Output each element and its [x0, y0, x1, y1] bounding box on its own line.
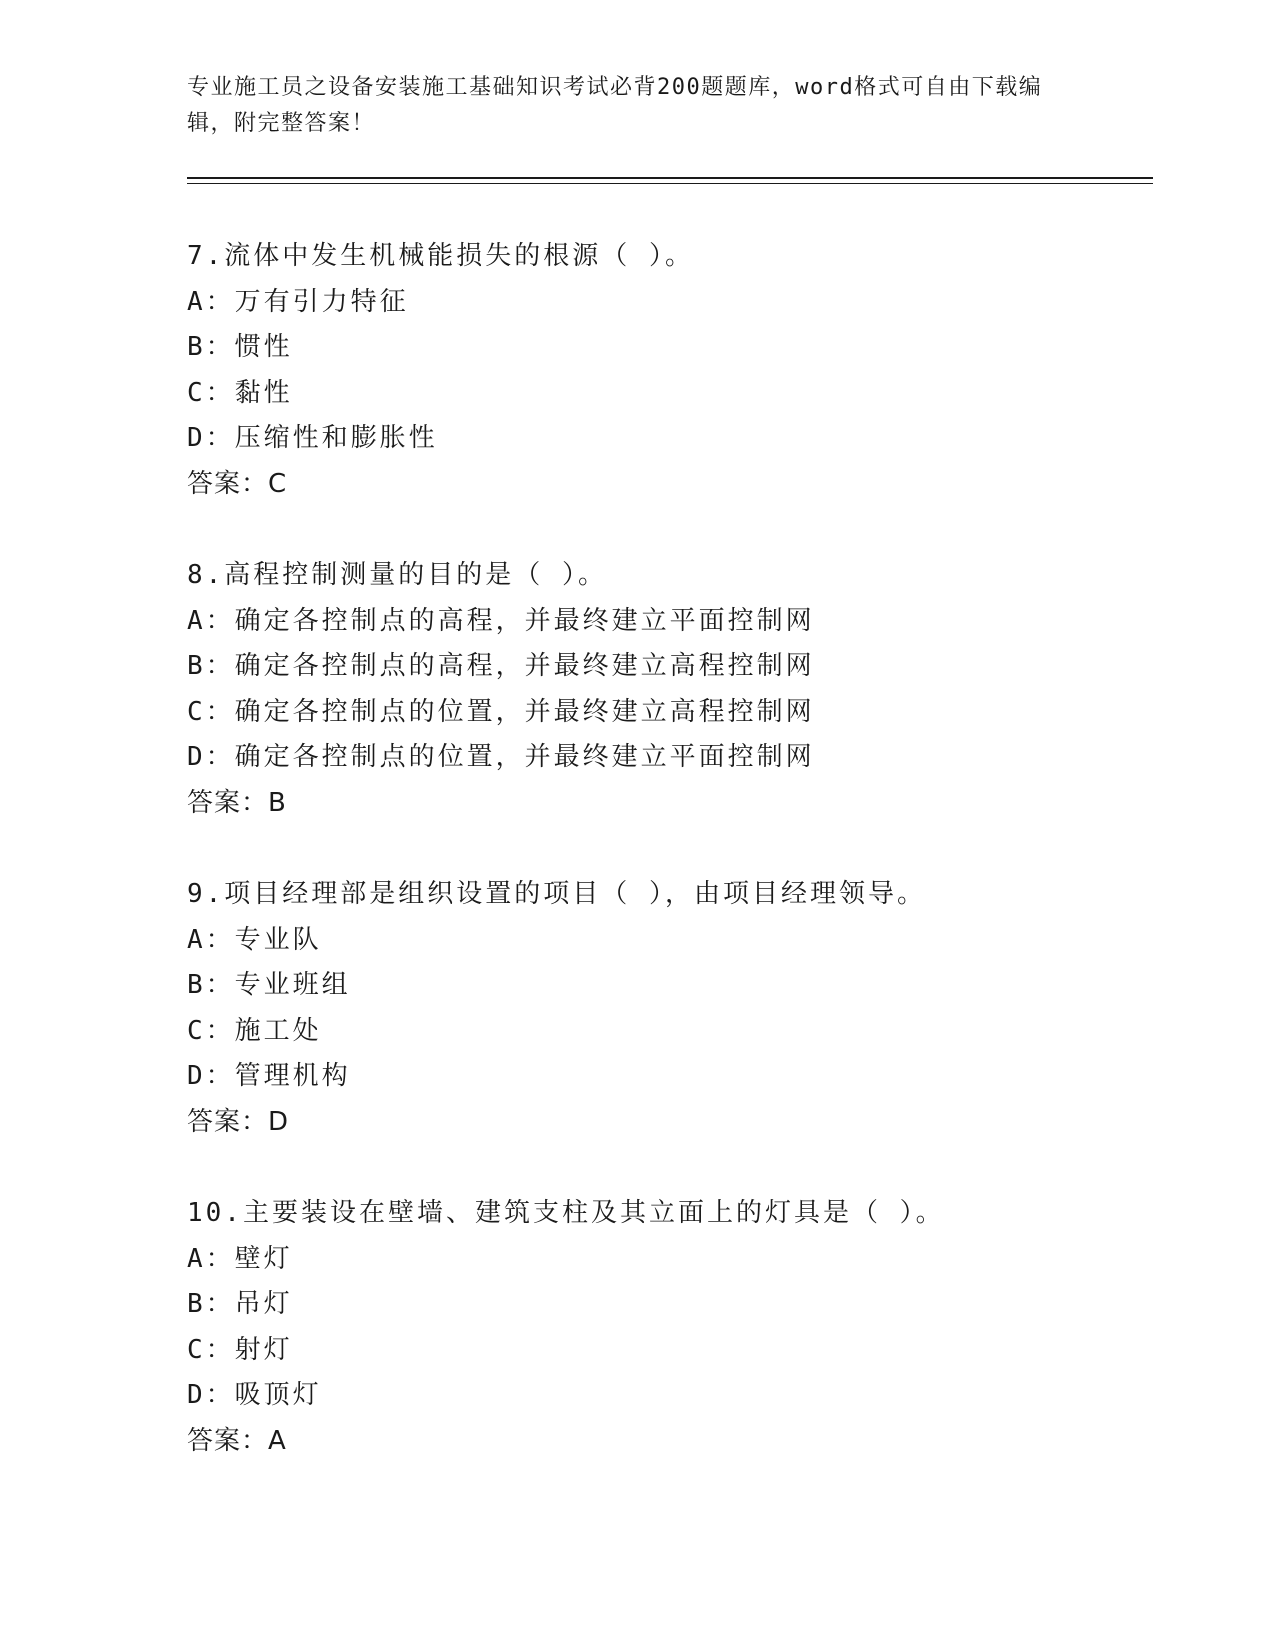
question-stem: 7.流体中发生机械能损失的根源（ ）。	[187, 241, 694, 271]
option-b: B：惯性	[187, 332, 293, 362]
answer: 答案：D	[187, 1106, 290, 1137]
option-d: D：管理机构	[187, 1061, 351, 1091]
option-c: C：射灯	[187, 1334, 293, 1365]
question-stem: 8.高程控制测量的目的是（ ）。	[187, 560, 607, 590]
option-d: D：吸顶灯	[187, 1380, 322, 1410]
question-9	[187, 872, 1187, 1145]
question-stem: 9.项目经理部是组织设置的项目（ ），由项目经理领导。	[187, 879, 926, 909]
answer: 答案：C	[187, 468, 288, 499]
option-b: B：专业班组	[187, 970, 351, 1000]
question-7	[187, 234, 1187, 507]
option-b: B：吊灯	[187, 1289, 293, 1319]
answer: 答案：B	[187, 787, 287, 818]
document-title: 专业施工员之设备安装施工基础知识考试必背200题题库，word格式可自由下载编辑，附完整答案！	[187, 75, 1043, 136]
option-a: A：壁灯	[187, 1243, 293, 1274]
option-a: A：万有引力特征	[187, 286, 409, 317]
option-c: C：确定各控制点的位置，并最终建立高程控制网	[187, 696, 815, 727]
option-d: D：压缩性和膨胀性	[187, 423, 438, 453]
question-8	[187, 553, 1187, 826]
option-a: A：专业队	[187, 924, 322, 955]
option-d: D：确定各控制点的位置，并最终建立平面控制网	[187, 742, 815, 772]
header-divider-thin	[187, 183, 1153, 184]
option-a: A：确定各控制点的高程，并最终建立平面控制网	[187, 605, 815, 636]
option-c: C：施工处	[187, 1015, 322, 1046]
answer: 答案：A	[187, 1425, 287, 1456]
option-c: C：黏性	[187, 377, 293, 408]
option-b: B：确定各控制点的高程，并最终建立高程控制网	[187, 651, 815, 681]
question-10	[187, 1191, 1187, 1464]
question-stem: 10.主要装设在壁墙、建筑支柱及其立面上的灯具是（ ）。	[187, 1198, 945, 1228]
header-divider-thick	[187, 177, 1153, 179]
